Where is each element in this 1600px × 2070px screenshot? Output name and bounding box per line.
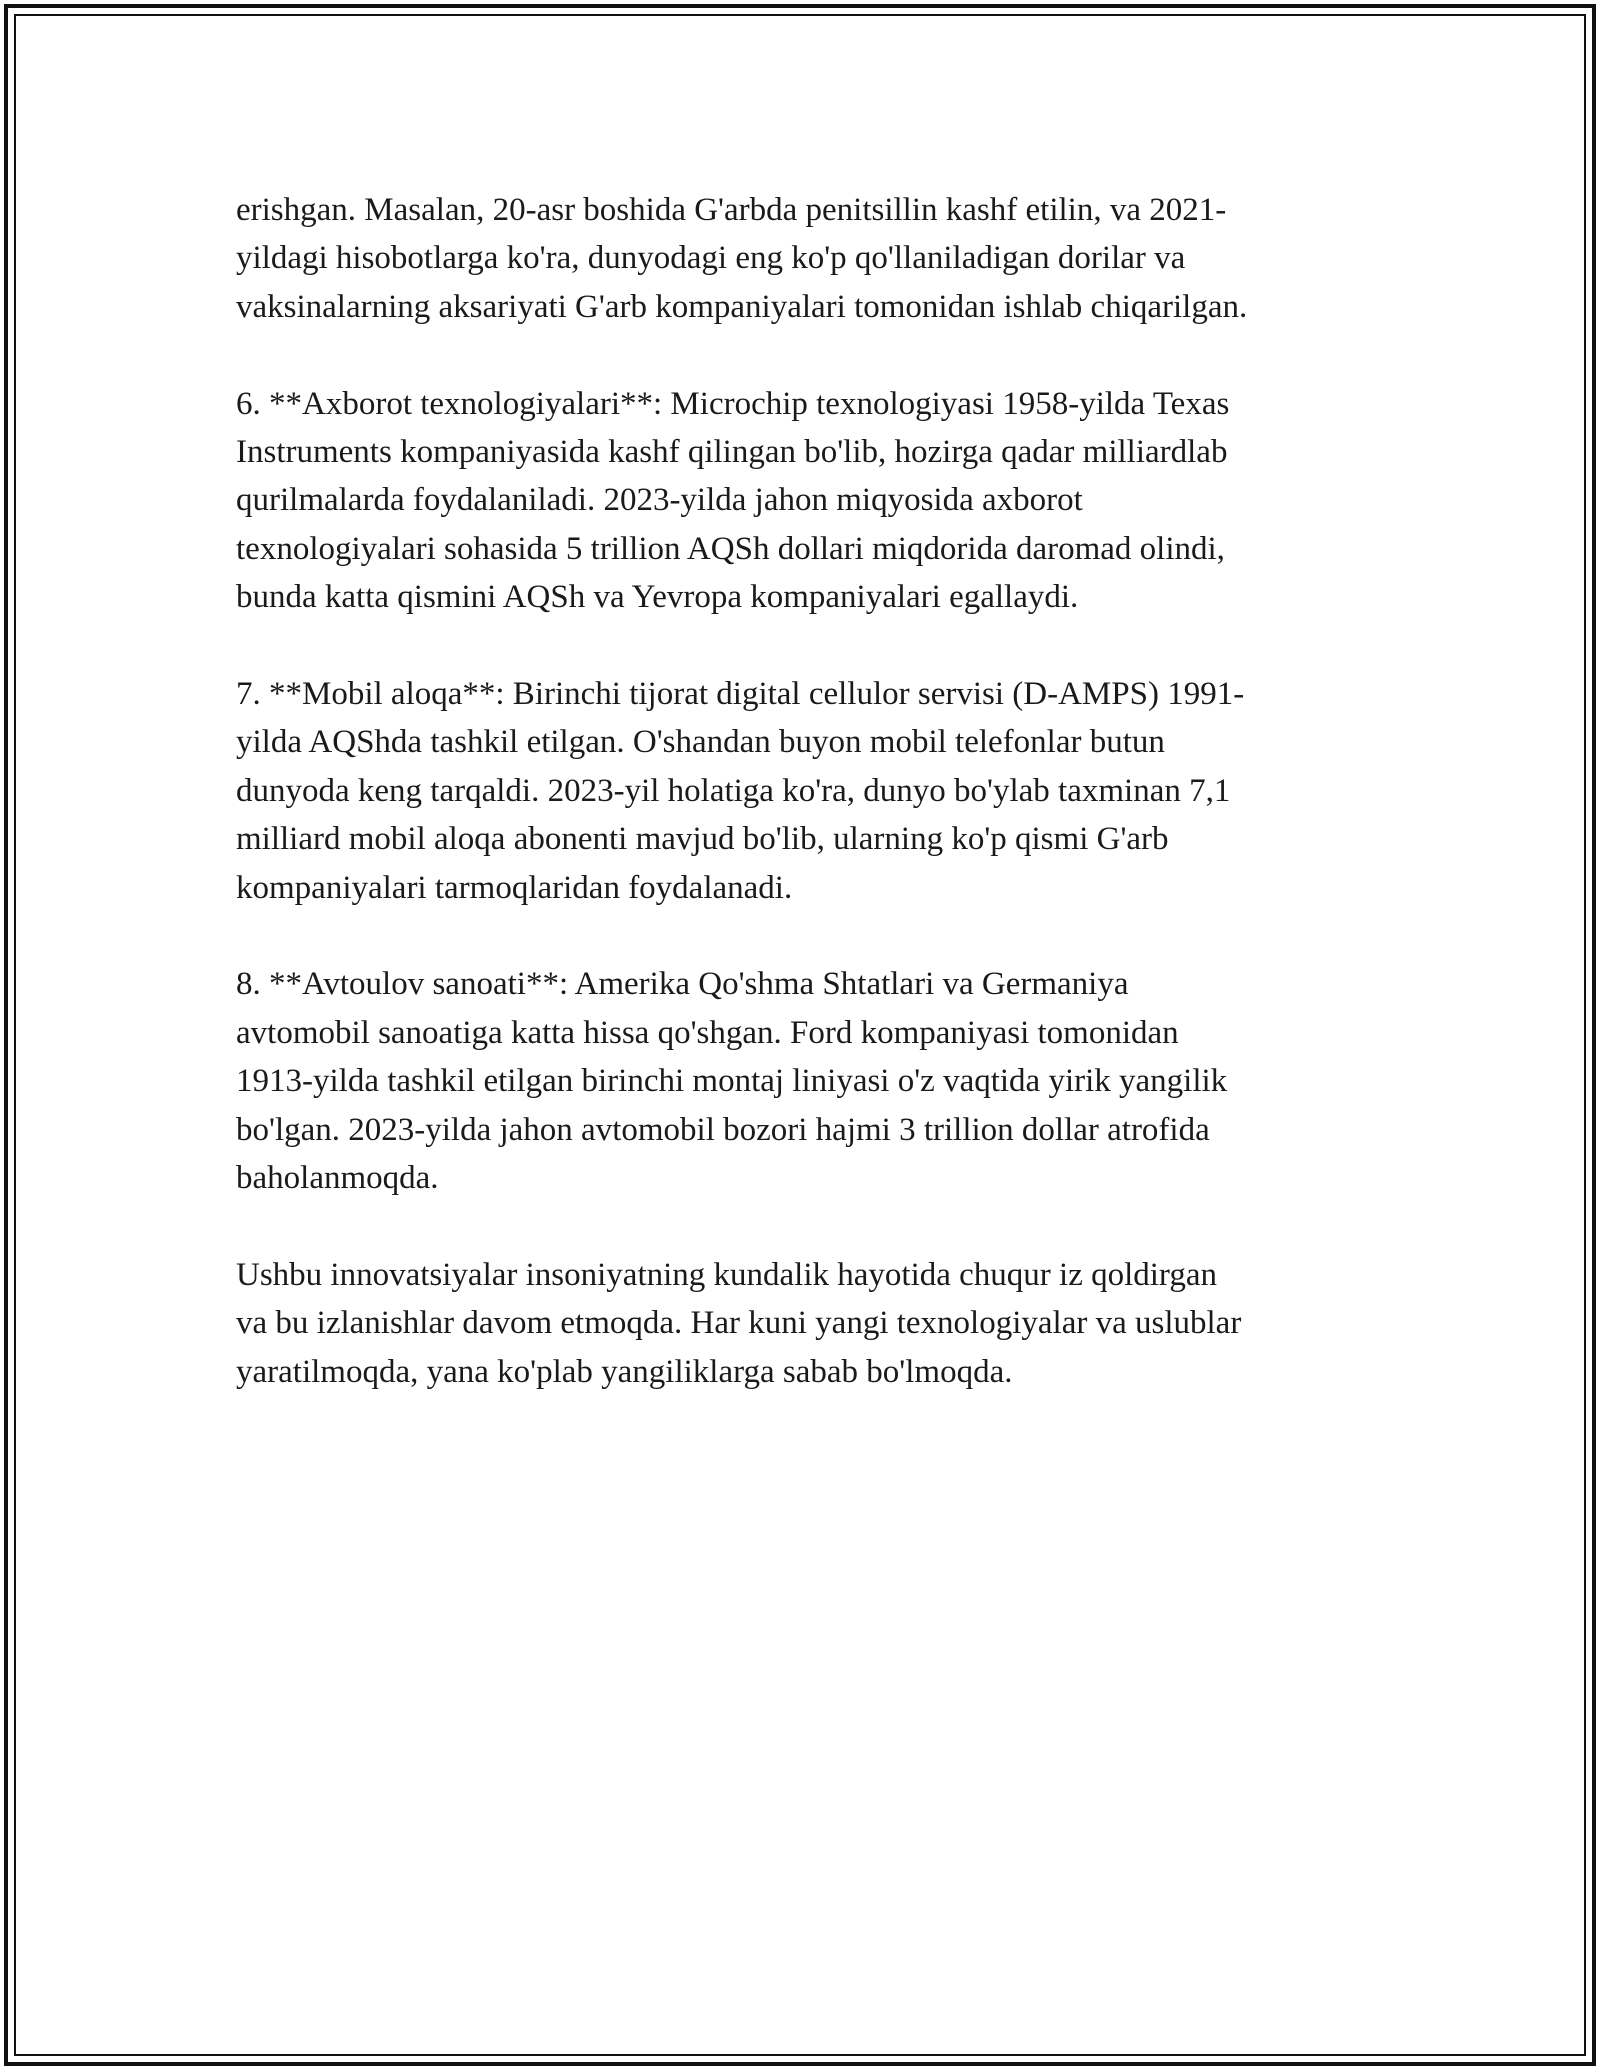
paragraph-information-technology: 6. **Axborot texnologiyalari**: Microchip texnologiyasi 1958-yilda Texas Instruments kompaniyasida kashf qilingan bo'lib, hozirga qadar milliardlab qurilmalarda foydalaniladi. 2023-yilda jahon miqyosida axborot texnologiyalari sohasida 5 trillion AQSh dollari miqdorida daromad olindi, bunda katta qismini AQSh va Yevropa kompaniyalari egallaydi. <box>236 385 1230 616</box>
paragraph-conclusion: Ushbu innovatsiyalar insoniyatning kundalik hayotida chuqur iz qoldirgan va bu izlanishlar davom etmoqda. Har kuni yangi texnologiyalar va uslublar yaratilmoqda, yana ko'plab yangiliklarga sabab bo'lmoqda. <box>236 1256 1242 1390</box>
paragraph-automotive-industry: 8. **Avtoulov sanoati**: Amerika Qo'shma Shtatlari va Germaniya avtomobil sanoatiga katta hissa qo'shgan. Ford kompaniyasi tomonidan 1913-yilda tashkil etilgan birinchi montaj liniyasi o'z vaqtida yirik yangilik bo'lgan. 2023-yilda jahon avtomobil bozori hajmi 3 trillion dollar atrofida baholanmoqda. <box>236 966 1228 1197</box>
document-body <box>236 186 1386 1444</box>
paragraph-medicine-continuation: erishgan. Masalan, 20-asr boshida G'arbda penitsillin kashf etilin, va 2021- yildagi hisobotlarga ko'ra, dunyodagi eng ko'p qo'llaniladigan dorilar va vaksinalarning aksariyati G'arb kompaniyalari tomonidan ishlab chiqarilgan. <box>236 192 1248 325</box>
paragraph-mobile-communication: 7. **Mobil aloqa**: Birinchi tijorat digital cellulor servisi (D-AMPS) 1991- yilda AQShda tashkil etilgan. O'shandan buyon mobil telefonlar butun dunyoda keng tarqaldi. 2023-yil holatiga ko'ra, dunyo bo'ylab taxminan 7,1 milliard mobil aloqa abonenti mavjud bo'lib, ularning ko'p qismi G'arb kompaniyalari tarmoqlaridan foydalanadi. <box>236 676 1245 906</box>
